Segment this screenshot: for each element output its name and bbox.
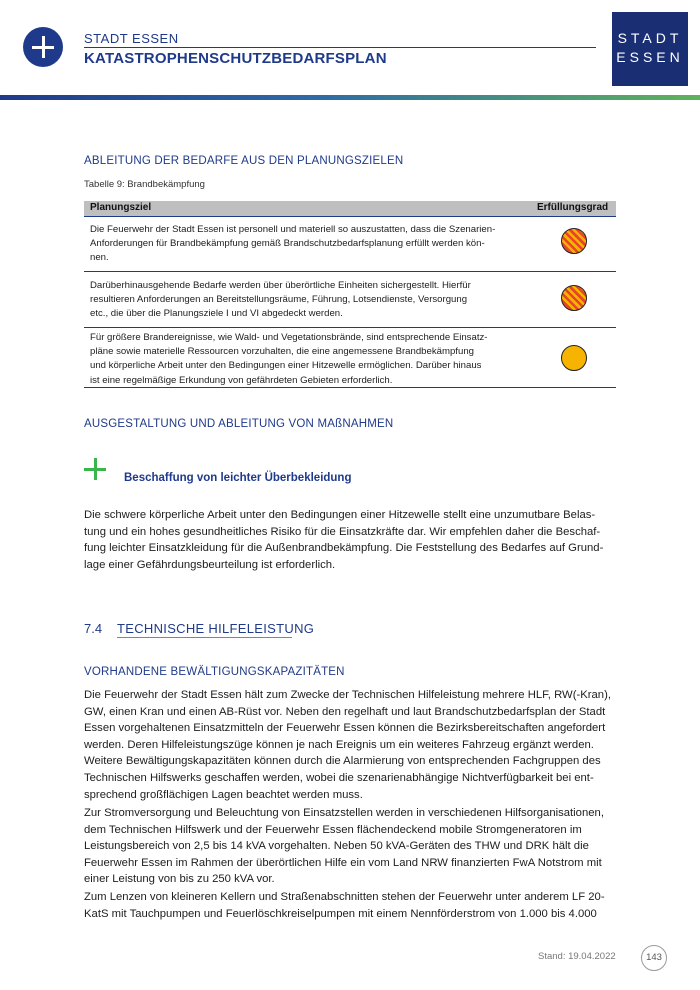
section-heading-massnahmen: AUSGESTALTUNG UND ABLEITUNG VON MAßNAHMEN	[84, 418, 394, 430]
paragraph-line: Leistungsbereich von 2,5 bis 14 kVA vorgehalten. Neben 50 kVA-Geräten des THW und DRK hält die	[84, 840, 589, 853]
row1-line: nen.	[90, 252, 109, 264]
stadt-essen-logo	[612, 12, 688, 86]
table-header-goal: Planungsziel	[90, 202, 152, 213]
row-divider	[84, 271, 616, 272]
paragraph-line: Zur Stromversorgung und Beleuchtung von Einsatzstellen werden in verschiedenen Hilfsorganisationen,	[84, 807, 604, 819]
paragraph-line: werden. Deren Hilfeleistungszüge können je nach Ereignis um ein weiteres Fahrzeug ergänzt werden.	[84, 738, 594, 751]
table-row-2-text	[90, 279, 530, 322]
row2-line: Darüberhinausgehende Bedarfe werden über überörtliche Einheiten sichergestellt. Hierfür	[90, 280, 471, 291]
logo-line2: ESSEN	[616, 49, 684, 65]
green-plus-icon	[84, 458, 106, 480]
table-row-1-text	[90, 223, 530, 266]
row3-line: Für größere Brandereignisse, wie Wald- und Vegetationsbrände, sind entsprechende Einsatz-	[90, 332, 488, 343]
paragraph-line: fung leichter Einsatzkleidung für die Außenbrandbekämpfung. Die Feststellung des Bedarfes auf Grund-	[84, 542, 604, 555]
table-row-3-text	[90, 331, 530, 388]
paragraph-line: Weitere Bewältigungskapazitäten können durch die Alarmierung von entsprechenden Fachgruppen des	[84, 755, 601, 768]
paragraph-line: einer Leistung von bis zu 250 kVA vor.	[84, 873, 275, 886]
row-divider	[84, 387, 616, 388]
paragraph-line: Die Feuerwehr der Stadt Essen hält zum Zwecke der Technischen Hilfeleistung mehrere HLF, RW(-Kran),	[84, 689, 611, 701]
table-caption: Tabelle 9: Brandbekämpfung	[84, 179, 205, 190]
grade-striped-circle-icon	[561, 285, 587, 311]
table-header-grade: Erfüllungsgrad	[537, 202, 609, 213]
section-heading-ableitung: ABLEITUNG DER BEDARFE AUS DEN PLANUNGSZIELEN	[84, 155, 404, 167]
header-gradient-band	[0, 95, 700, 100]
paragraph-line: Technischen Hilfswerks geschaffen werden, wobei die szenarienabhängige Nichtverfügbarkeit bei ent-	[84, 771, 594, 784]
paragraph-line: dem Technischen Hilfswerk und der Feuerwehr Essen flächendeckend mobile Stromgeneratoren im	[84, 823, 582, 836]
section-title: TECHNISCHE HILFELEISTUNG	[117, 621, 315, 636]
logo-line1: STADT	[617, 30, 683, 46]
paragraph-line: lage einer Gefährdungsbeurteilung ist erforderlich.	[84, 558, 336, 571]
paragraph-line: KatS mit Tauchpumpen und Feuerlöschkreiselpumpen mit einem Nennförderstrom von 1.000 bis 4.000	[84, 907, 597, 920]
row-divider	[84, 327, 616, 328]
row1-line: Anforderungen für Brandbekämpfung gemäß Brandschutzbedarfsplanung erfüllt werden kön-	[90, 238, 485, 250]
paragraph-line: Essen vorgehaltenen Einsatzmitteln der Feuerwehr Essen können die Bezirksbereitschaften angefordert	[84, 722, 606, 735]
paragraph-line: GW, einen Kran und einen AB-Rüst vor. Neben den regelhaft und laut Brandschutzbedarfsplan der Stadt	[84, 705, 606, 718]
grade-striped-circle-icon	[561, 228, 587, 254]
paragraph-line: sprechend großflächigen Lagen beachtet werden muss.	[84, 788, 363, 801]
paragraph-stromversorgung	[84, 805, 616, 888]
row3-line: ist eine regelmäßige Erkundung von gefährdeten Gebieten erforderlich.	[90, 374, 393, 386]
header-title: KATASTROPHENSCHUTZBEDARFSPLAN	[84, 50, 387, 67]
row2-line: resultieren Anforderungen an Bereitstellungsräume, Führung, Lotsendienste, Versorgung	[90, 294, 468, 306]
row2-line: etc., die über die Planungsziele I und VI abgedeckt werden.	[90, 308, 343, 320]
row3-line: pläne sowie materielle Ressourcen vorzuhalten, die eine angemessene Brandbekämpfung	[90, 346, 474, 358]
section-number: 7.4	[84, 621, 103, 636]
row1-line: Die Feuerwehr der Stadt Essen ist personell und materiell so auszustatten, dass die Szenarien-	[90, 224, 496, 235]
header-divider	[84, 47, 596, 48]
row3-line: und körperliche Arbeit unter den Bedingungen einer Hitzewelle ermöglichen. Darüber hinaus	[90, 360, 482, 372]
subheading-kapazitaeten: VORHANDENE BEWÄLTIGUNGSKAPAZITÄTEN	[84, 666, 345, 678]
paragraph-line: tung und ein hohes gesundheitliches Risiko für die Einsatzkräfte dar. Wir empfehlen daher die Beschaf-	[84, 525, 601, 538]
section-title-underline	[117, 637, 292, 638]
measure-paragraph	[84, 507, 616, 573]
header-city: STADT ESSEN	[84, 31, 179, 46]
grade-yellow-circle-icon	[561, 345, 587, 371]
footer-stand-date: Stand: 19.04.2022	[538, 951, 616, 962]
paragraph-line: Zum Lenzen von kleineren Kellern und Straßenabschnitten stehen der Feuerwehr unter anderem LF 20-	[84, 891, 605, 903]
page-number: 143	[641, 945, 667, 971]
paragraph-hilfeleistung	[84, 687, 616, 803]
paragraph-line: Feuerwehr Essen im Rahmen der überörtlichen Hilfe ein vom Land NRW finanzierten FwA Notstrom mit	[84, 856, 602, 869]
plus-circle-icon	[23, 27, 63, 67]
paragraph-lenzen	[84, 889, 616, 922]
paragraph-line: Die schwere körperliche Arbeit unter den Bedingungen einer Hitzewelle stellt eine unzumutbare Belas-	[84, 509, 596, 521]
measure-title: Beschaffung von leichter Überbekleidung	[124, 472, 352, 484]
